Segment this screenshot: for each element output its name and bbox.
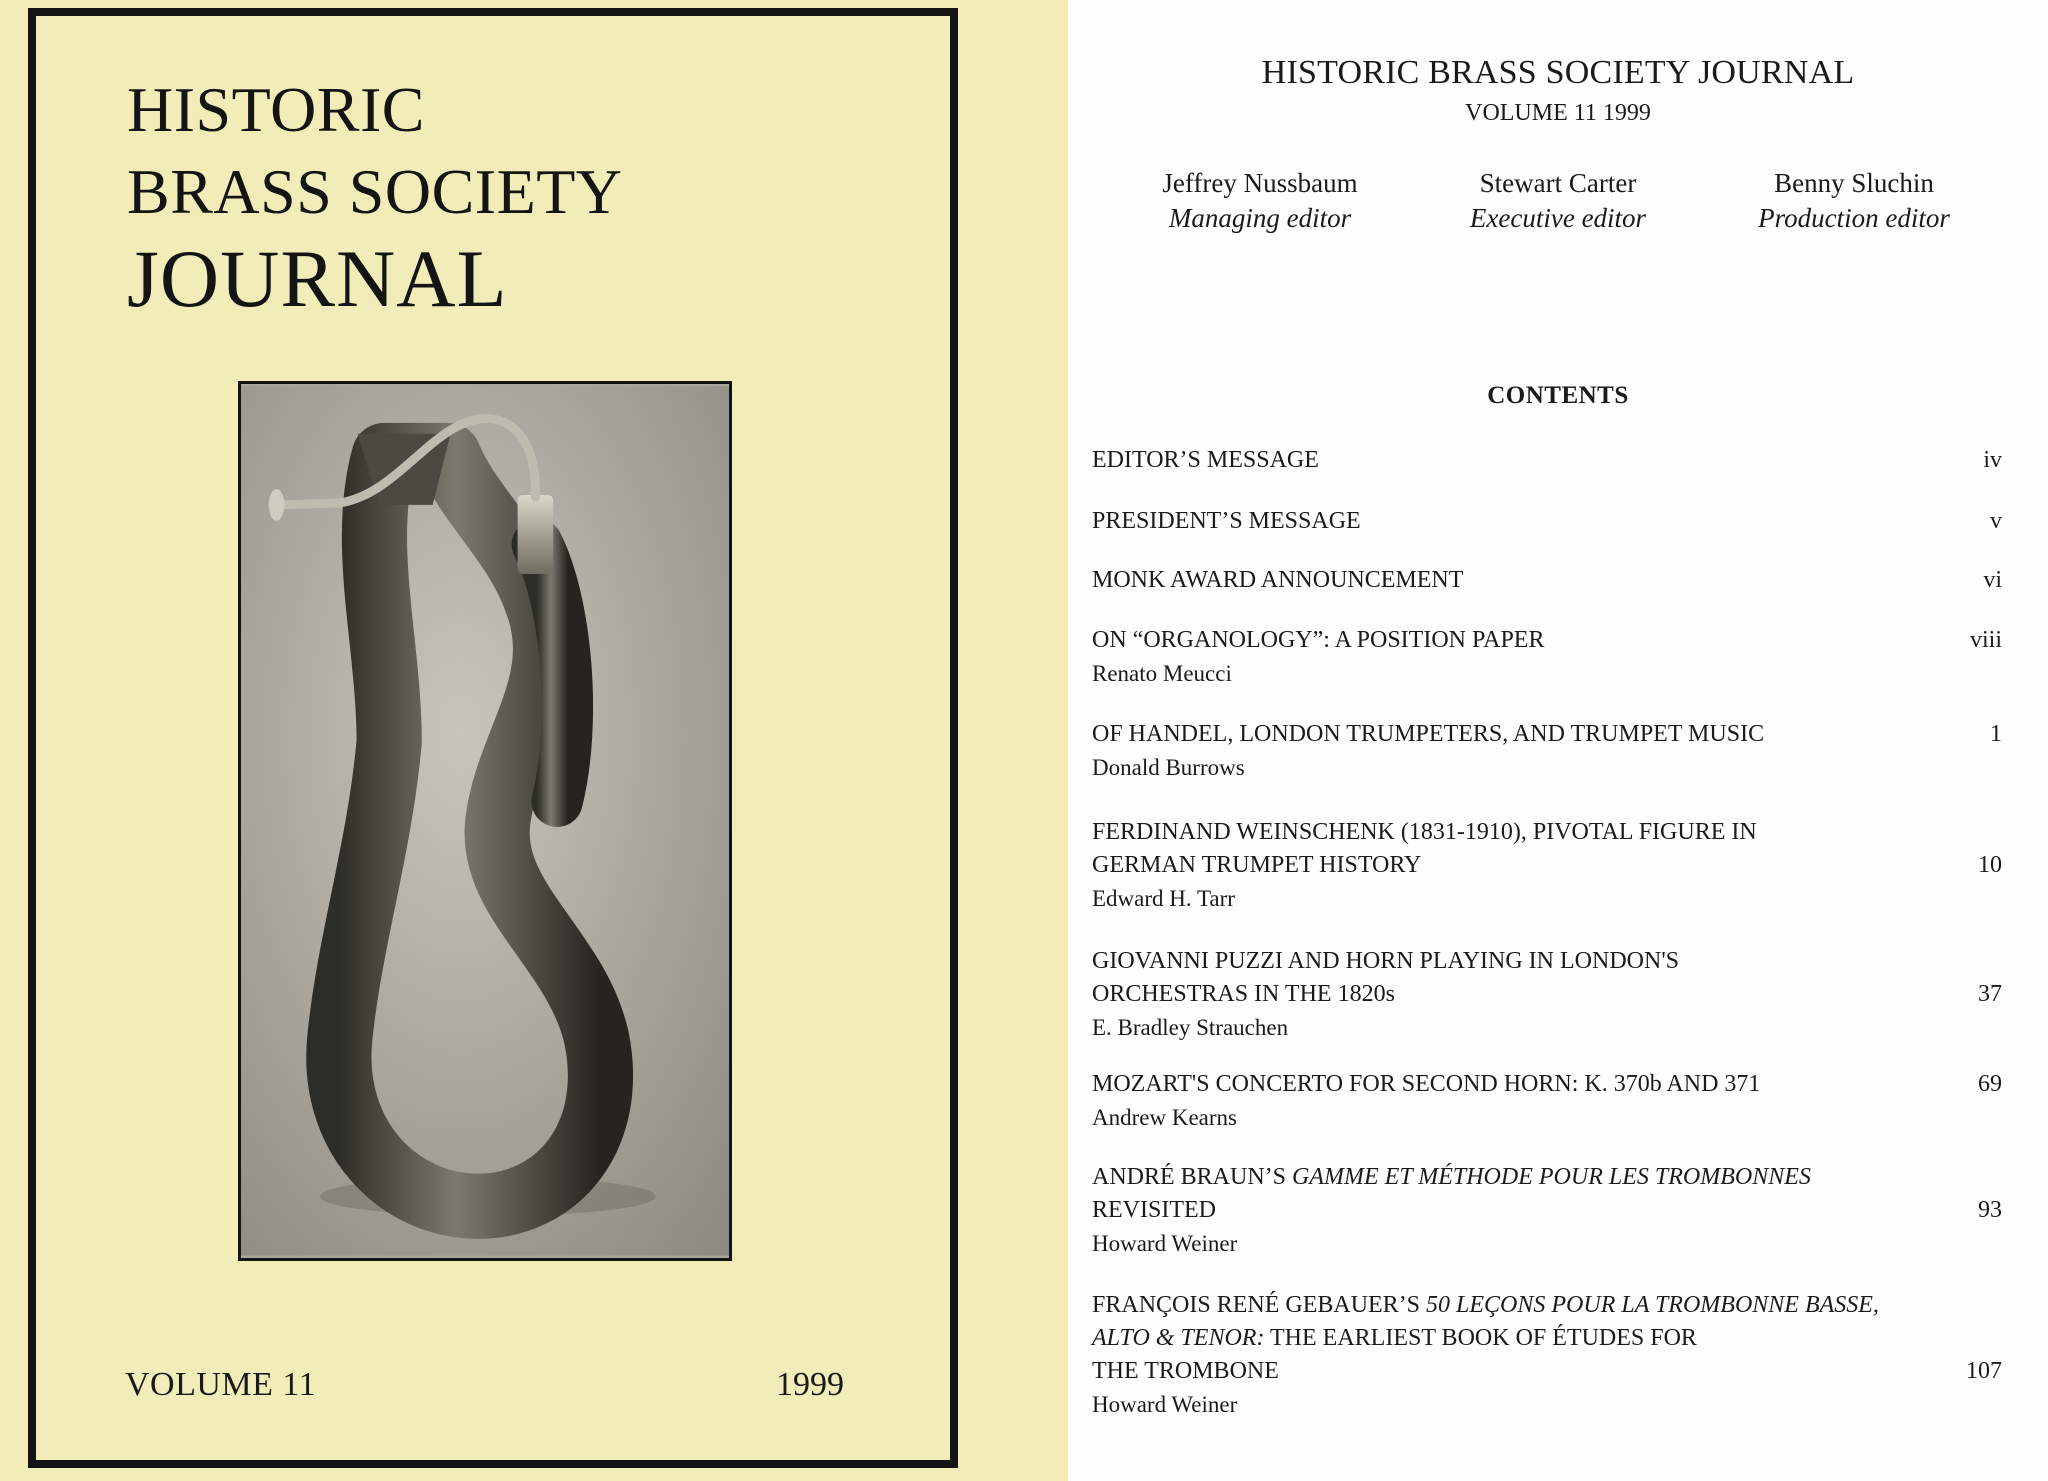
toc-entry-title: PRESIDENT’S MESSAGE xyxy=(1092,508,1361,534)
toc-entry-page: 37 xyxy=(1978,981,2002,1007)
toc-title-line: GERMAN TRUMPET HISTORY xyxy=(1092,852,1422,878)
toc-entry xyxy=(1092,718,2002,784)
toc-entry-page: 1 xyxy=(1990,721,2002,747)
toc-entry-author: Howard Weiner xyxy=(1092,1392,1238,1417)
contents-page xyxy=(1068,0,2048,1481)
serpent-instrument-image xyxy=(241,384,729,1258)
editor-name: Jeffrey Nussbaum xyxy=(1162,168,1358,198)
toc-entry-title xyxy=(1092,816,2002,882)
toc-entry xyxy=(1092,564,2002,597)
toc-entry-page: 107 xyxy=(1966,1358,2002,1384)
toc-entry xyxy=(1092,1161,2002,1260)
toc-title-line: ORCHESTRAS IN THE 1820s xyxy=(1092,981,1395,1007)
editor-name: Stewart Carter xyxy=(1479,168,1637,198)
toc-entry-author: Andrew Kearns xyxy=(1092,1105,1237,1130)
toc-title-prefix: ANDRÉ BRAUN’S xyxy=(1092,1164,1293,1190)
toc-title-italic: GAMME ET MÉTHODE POUR LES TROMBONNES xyxy=(1292,1164,1811,1190)
toc-entry-page: vi xyxy=(1983,567,2002,593)
toc-entry-title: ON “ORGANOLOGY”: A POSITION PAPER xyxy=(1092,627,1545,653)
page-title: HISTORIC BRASS SOCIETY JOURNAL xyxy=(1261,54,1855,91)
toc-entry xyxy=(1092,1068,2002,1134)
toc-entry-page: iv xyxy=(1983,447,2002,473)
toc-entry-title xyxy=(1092,1161,2002,1227)
toc-entry xyxy=(1092,624,2002,690)
toc-entry-author: Donald Burrows xyxy=(1092,755,1245,780)
toc-entry-title: MONK AWARD ANNOUNCEMENT xyxy=(1092,567,1464,593)
toc-title-line: GIOVANNI PUZZI AND HORN PLAYING IN LONDON'S xyxy=(1092,948,1679,974)
toc-entry-author: E. Bradley Strauchen xyxy=(1092,1015,1289,1040)
editor-managing xyxy=(1110,166,1410,236)
cover-year: 1999 xyxy=(776,1366,844,1403)
editor-role: Executive editor xyxy=(1469,203,1647,234)
editor-name: Benny Sluchin xyxy=(1774,168,1934,198)
cover-title-line2: BRASS SOCIETY xyxy=(127,156,623,227)
toc-entry xyxy=(1092,444,2002,477)
editor-role: Production editor xyxy=(1758,203,1950,234)
cover-title-line1: HISTORIC xyxy=(127,74,425,145)
editor-executive xyxy=(1408,166,1708,236)
cover-volume: VOLUME 11 xyxy=(125,1366,317,1403)
toc-entry xyxy=(1092,816,2002,915)
toc-entry-page: 69 xyxy=(1978,1071,2002,1097)
cover-title xyxy=(127,74,623,324)
page-volume: VOLUME 11 1999 xyxy=(1465,100,1651,126)
toc-entry xyxy=(1092,1289,2002,1421)
editor-role: Managing editor xyxy=(1168,203,1352,234)
toc-entry-page: 93 xyxy=(1978,1197,2002,1223)
editor-production xyxy=(1704,166,2004,236)
toc-entry-author: Edward H. Tarr xyxy=(1092,886,1235,911)
toc-entry xyxy=(1092,945,2002,1044)
toc-entry-author: Renato Meucci xyxy=(1092,661,1232,686)
toc-entry-page: v xyxy=(1990,508,2002,534)
toc-title-italic: 50 LEÇONS POUR LA TROMBONNE BASSE, xyxy=(1426,1292,1879,1318)
toc-entry-title: MOZART'S CONCERTO FOR SECOND HORN: K. 370b AND 371 xyxy=(1092,1071,1761,1097)
toc-title-line: THE TROMBONE xyxy=(1092,1358,1279,1384)
toc-entry-title: OF HANDEL, LONDON TRUMPETERS, AND TRUMPET MUSIC xyxy=(1092,721,1765,747)
toc-title-line: FERDINAND WEINSCHENK (1831-1910), PIVOTAL FIGURE IN xyxy=(1092,819,1757,845)
cover-title-line3: JOURNAL xyxy=(127,233,508,324)
toc-title-prefix: FRANÇOIS RENÉ GEBAUER’S xyxy=(1092,1292,1427,1318)
toc-entry-title: EDITOR’S MESSAGE xyxy=(1092,447,1319,473)
toc-entry-author: Howard Weiner xyxy=(1092,1231,1238,1256)
toc-entry-title xyxy=(1092,945,2002,1011)
cover-photo xyxy=(238,381,732,1261)
toc-title-line: REVISITED xyxy=(1092,1197,1216,1223)
toc-entry xyxy=(1092,505,2002,538)
contents-heading: CONTENTS xyxy=(1487,382,1629,409)
toc-entry-page: 10 xyxy=(1978,852,2002,878)
toc-entry-title xyxy=(1092,1289,2002,1388)
toc-entry-page: viii xyxy=(1969,627,2002,653)
toc-title-italic: ALTO & TENOR: xyxy=(1092,1325,1265,1351)
toc-title-rest: THE EARLIEST BOOK OF ÉTUDES FOR xyxy=(1264,1325,1697,1351)
